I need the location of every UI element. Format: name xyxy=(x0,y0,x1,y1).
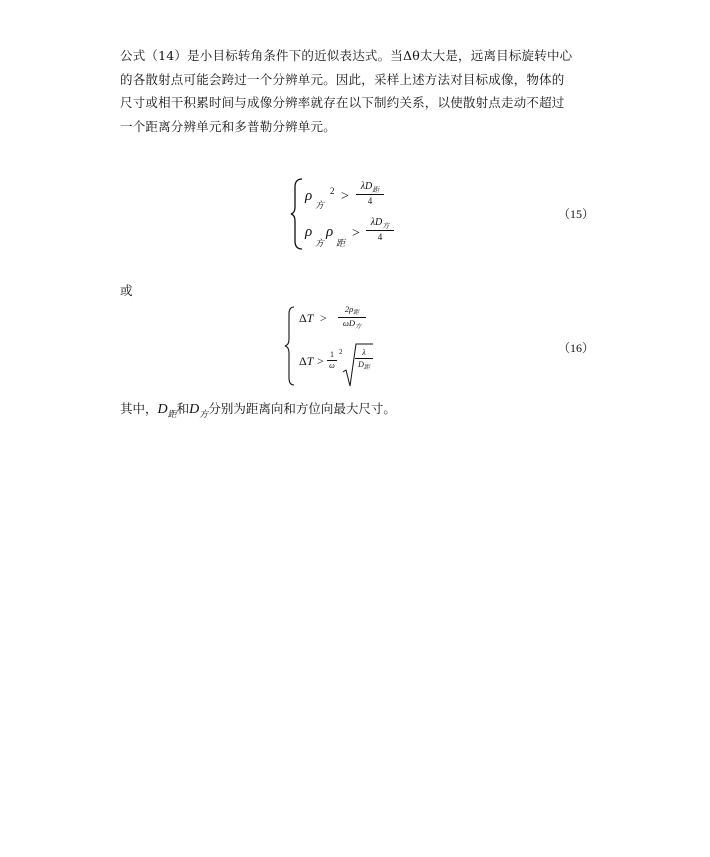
superscript-2: 2 xyxy=(330,186,335,196)
subscript-fang: 方 xyxy=(355,324,362,330)
fraction-1 xyxy=(356,180,384,207)
subscript-ju: 距 xyxy=(372,186,380,194)
delta-T: ΔT xyxy=(299,311,314,325)
superscript-2: 2 xyxy=(339,348,343,356)
definition-paragraph xyxy=(120,399,396,420)
D-symbol: D xyxy=(358,360,364,369)
two-rho: 2ρ xyxy=(344,304,354,314)
or-label: 或 xyxy=(120,283,133,298)
left-brace-15 xyxy=(290,177,304,251)
rho-symbol: ρ xyxy=(305,224,313,240)
rho-symbol: ρ xyxy=(326,224,334,240)
omega-D: ωD xyxy=(342,318,356,328)
greater-than: > xyxy=(320,311,327,325)
subscript-ju: 距 xyxy=(336,238,346,248)
lambda-D: λD xyxy=(360,181,373,192)
D-symbol: D xyxy=(157,402,168,417)
subscript-ju: 距 xyxy=(363,365,370,371)
denominator-4: 4 xyxy=(367,196,373,206)
subscript-fang: 方 xyxy=(315,200,325,210)
fraction-lambda-over-D xyxy=(355,347,373,372)
subscript-fang: 方 xyxy=(199,409,209,419)
and-text: 和 xyxy=(176,401,190,416)
subscript-fang: 方 xyxy=(382,222,390,230)
lambda-symbol: λ xyxy=(355,347,373,359)
equation-number-15: （15） xyxy=(558,207,595,221)
paragraph-line: 尺寸或相干积累时间与成像分辨率就存在以下制约关系，以使散射点走动不超过 xyxy=(120,95,565,110)
intro-paragraph xyxy=(120,44,598,138)
paragraph-line: 的各散射点可能会跨过一个分辨单元。因此，采样上述方法对目标成像，物体的 xyxy=(120,71,565,87)
greater-than: > xyxy=(341,189,349,204)
greater-than: > xyxy=(317,354,324,368)
subscript-ju: 距 xyxy=(353,310,360,316)
denominator-4: 4 xyxy=(377,232,383,242)
left-brace-16 xyxy=(284,305,296,387)
lambda-D: λD xyxy=(370,217,383,228)
suffix-text: 分别为距离向和方位向最大尺寸。 xyxy=(208,401,396,416)
omega-symbol: ω xyxy=(329,361,335,370)
equation-number-16: （16） xyxy=(558,341,595,355)
subscript-fang: 方 xyxy=(315,238,325,248)
paragraph-line: 一个距离分辨单元和多普勒分辨单元。 xyxy=(120,118,336,134)
subscript-ju: 距 xyxy=(167,409,177,419)
paragraph-line: 公式（14）是小目标转角条件下的近似表达式。当Δθ太大是，远离目标旋转中心 xyxy=(120,48,573,63)
prefix-text: 其中， xyxy=(120,401,158,416)
rho-symbol: ρ xyxy=(305,188,313,204)
fraction-one-over-omega xyxy=(327,350,337,371)
D-symbol: D xyxy=(189,402,200,417)
delta-T: ΔT xyxy=(299,354,314,368)
numerator-1: 1 xyxy=(327,350,337,361)
fraction-2 xyxy=(366,216,394,243)
fraction-3 xyxy=(338,304,366,331)
greater-than: > xyxy=(352,226,360,241)
